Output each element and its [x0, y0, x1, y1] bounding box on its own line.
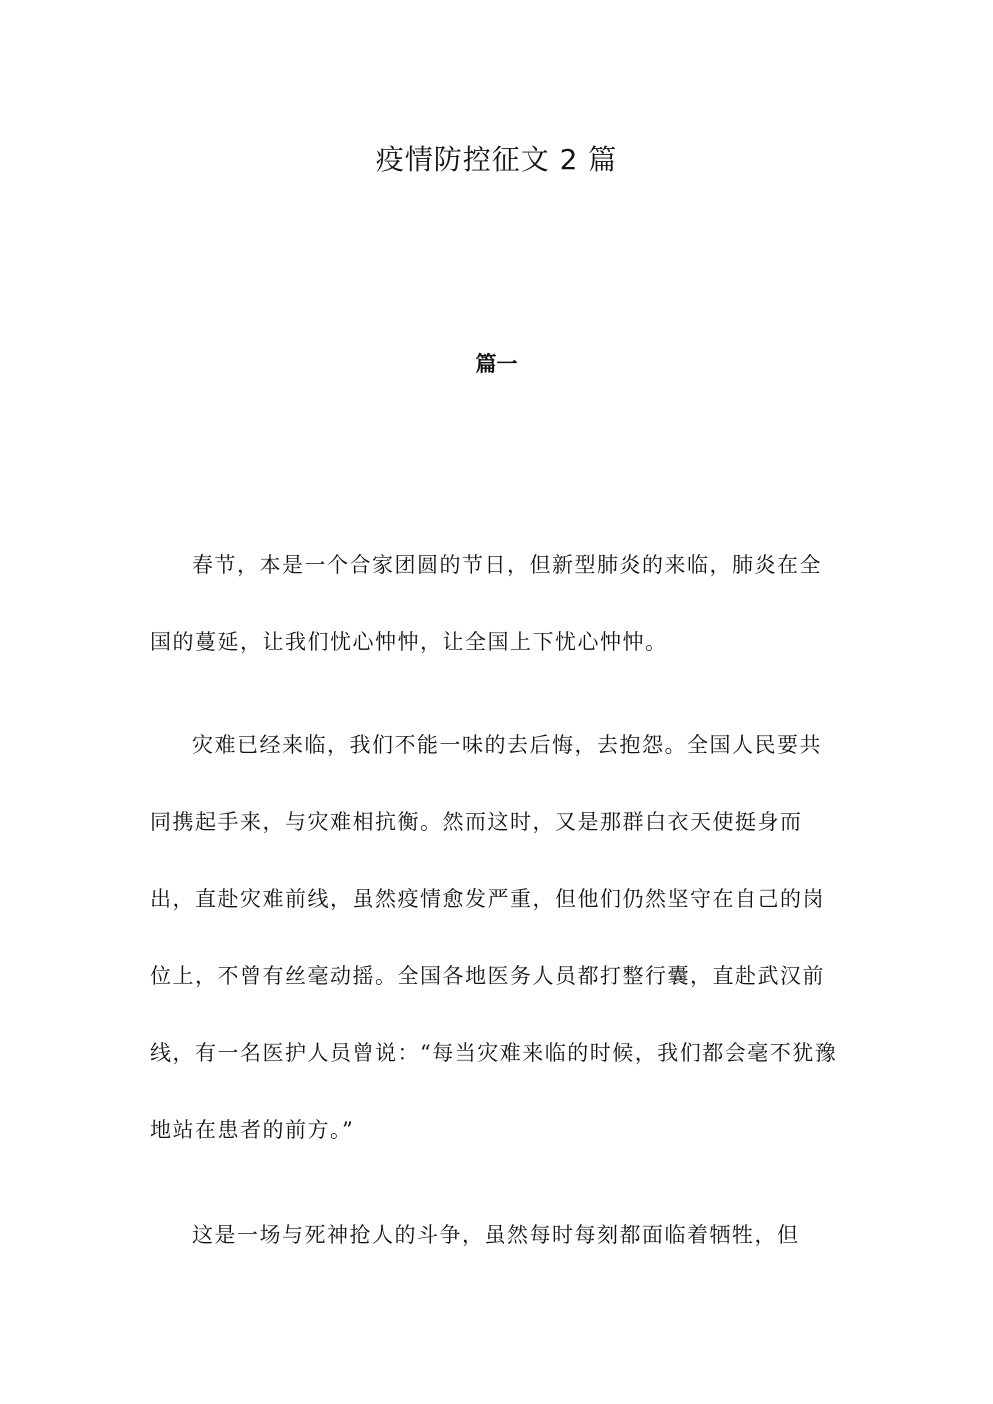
document-title: 疫情防控征文 2 篇 [375, 143, 618, 176]
body-paragraph-2: 灾难已经来临，我们不能一味的去后悔，去抱怨。全国人民要共同携起手来，与灾难相抗衡。然而这时，又是那群白衣天使挺身而出，直赴灾难前线，虽然疫情愈发严重，但他们仍然坚守在自己的岗位上，不曾有丝毫动摇。全国各地医务人员都打整行囊，直赴武汉前线，有一名医护人员曾说：“每当灾难来临的时候，我们都会毫不犹豫地站在患者的前方。” [150, 733, 838, 1142]
body-paragraph-1: 春节，本是一个合家团圆的节日，但新型肺炎的来临，肺炎在全国的蔓延，让我们忧心忡忡，让全国上下忧心忡忡。 [150, 553, 822, 654]
body-paragraph-3: 这是一场与死神抢人的斗争，虽然每时每刻都面临着牺牲，但 [192, 1223, 800, 1247]
section-heading: 篇一 [475, 351, 518, 376]
